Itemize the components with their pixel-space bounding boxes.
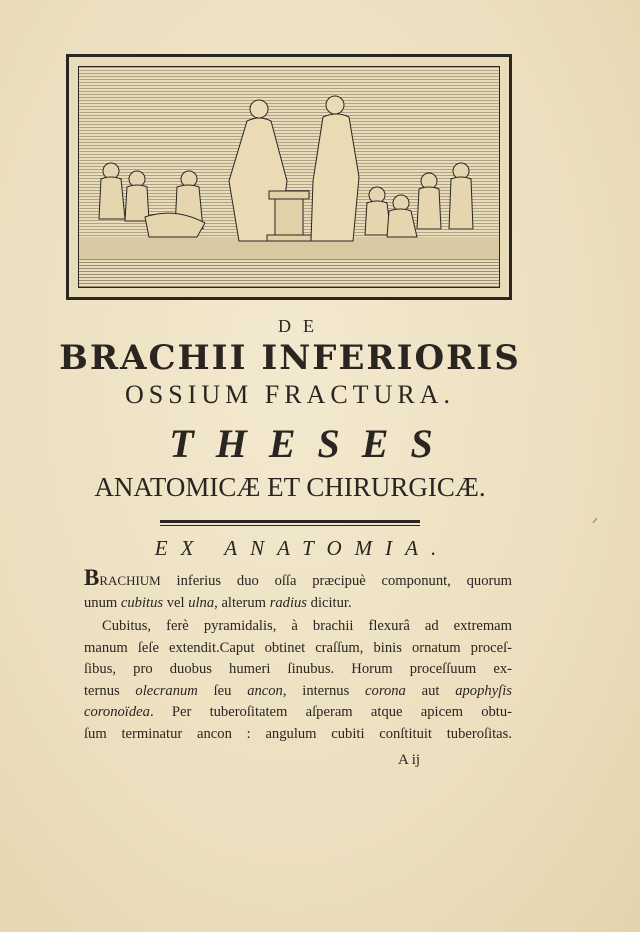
paragraph-2-line-5: coronoïdea. Per tuberoſitatem aſperam atque apicem obtu- [84,704,512,721]
drop-cap: B [84,565,100,590]
paragraph-1-line-1: BRACHIUM inferius duo oſſa præcipuè componunt, quorum [84,565,512,590]
paragraph-2-line-2: manum ſeſe extendit.Caput obtinet craſſum, binis ornatum proceſ- [84,639,512,656]
title-line1: BRACHII INFERIORIS [59,338,521,378]
paragraph-2-line-3: ſibus, pro duobus humeri ſinubus. Horum proceſſuum ex- [84,661,512,678]
heading-de: DE [278,316,326,336]
classical-engraving-figures-icon [79,67,499,287]
theses-heading: THESES [169,421,455,466]
paragraph-2-line-6: ſum terminatur ancon : angulum cubiti conſtituit tuberoſitas. [84,725,512,742]
signature-mark: A ij [398,752,421,768]
paragraph-1-line-2: unum cubitus vel ulna, alterum radius dicitur. [84,594,352,611]
stray-mark [593,518,598,523]
small-caps-word: RACHIUM [99,573,161,588]
paragraph-1 [84,567,512,614]
double-rule-divider [160,520,420,523]
title-line2: OSSIUM FRACTURA. [125,380,455,409]
paragraph-2 [84,616,512,746]
paragraph-2-line-1: Cubitus, ferè pyramidalis, à brachii flexurâ ad extremam [102,618,512,634]
subtitle: ANATOMICÆ ET CHIRURGICÆ. [94,472,486,502]
engraved-vignette [66,54,512,300]
section-heading: EX ANATOMIA. [154,536,450,560]
paragraph-2-line-4: ternus olecranum ſeu ancon, internus corona aut apophyſis [84,682,512,699]
